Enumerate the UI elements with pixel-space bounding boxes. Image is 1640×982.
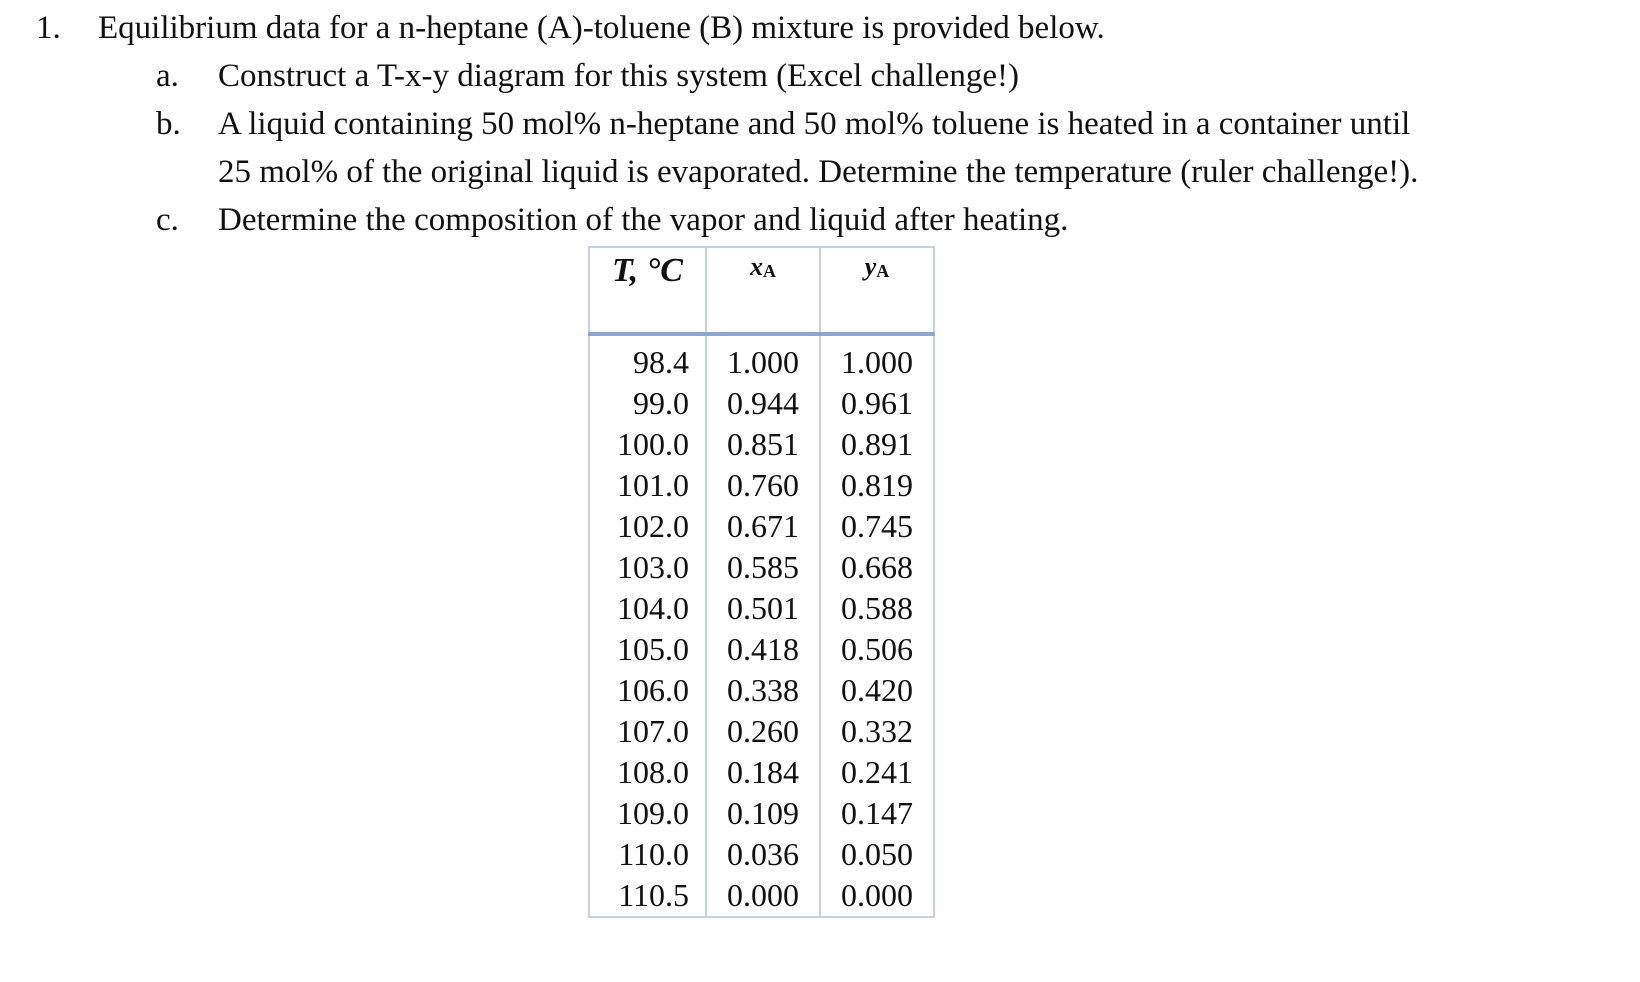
cell-ya: 0.000 [820, 875, 934, 917]
part-b-text-continued: 25 mol% of the original liquid is evaporated. Determine the temperature (ruler challenge!). [218, 154, 1419, 190]
cell-temperature: 99.0 [589, 383, 706, 424]
table-row [589, 506, 934, 547]
cell-xa: 0.338 [706, 670, 820, 711]
cell-temperature: 110.0 [589, 834, 706, 875]
cell-temperature: 98.4 [589, 334, 706, 383]
part-a-text: Construct a T-x-y diagram for this system (Excel challenge!) [218, 58, 1019, 94]
cell-xa: 0.671 [706, 506, 820, 547]
table-row [589, 629, 934, 670]
table-row [589, 334, 934, 383]
cell-ya: 0.819 [820, 465, 934, 506]
cell-temperature: 108.0 [589, 752, 706, 793]
table-row [589, 465, 934, 506]
cell-ya: 0.332 [820, 711, 934, 752]
cell-xa: 0.000 [706, 875, 820, 917]
cell-xa: 0.184 [706, 752, 820, 793]
problem-number: 1. [36, 10, 61, 46]
header-temperature: T, °C [589, 247, 706, 334]
cell-temperature: 109.0 [589, 793, 706, 834]
table-row [589, 875, 934, 917]
table-header-row [589, 247, 934, 334]
cell-xa: 0.585 [706, 547, 820, 588]
cell-xa: 0.851 [706, 424, 820, 465]
cell-xa: 0.036 [706, 834, 820, 875]
cell-xa: 0.501 [706, 588, 820, 629]
cell-temperature: 110.5 [589, 875, 706, 917]
table-row [589, 424, 934, 465]
cell-xa: 0.944 [706, 383, 820, 424]
cell-xa: 1.000 [706, 334, 820, 383]
cell-temperature: 100.0 [589, 424, 706, 465]
problem-intro: Equilibrium data for a n-heptane (A)-toluene (B) mixture is provided below. [98, 10, 1105, 46]
table-row [589, 547, 934, 588]
table-row [589, 588, 934, 629]
cell-temperature: 103.0 [589, 547, 706, 588]
header-vapor-fraction: $y_A$ [820, 247, 934, 334]
table-row [589, 670, 934, 711]
cell-ya: 0.891 [820, 424, 934, 465]
table-row [589, 383, 934, 424]
cell-ya: 0.147 [820, 793, 934, 834]
part-b-text: A liquid containing 50 mol% n-heptane and 50 mol% toluene is heated in a container until [218, 106, 1411, 142]
cell-ya: 1.000 [820, 334, 934, 383]
cell-ya: 0.506 [820, 629, 934, 670]
cell-ya: 0.050 [820, 834, 934, 875]
part-a-label: a. [156, 58, 179, 94]
cell-temperature: 105.0 [589, 629, 706, 670]
cell-temperature: 106.0 [589, 670, 706, 711]
equilibrium-table [588, 246, 935, 918]
cell-temperature: 102.0 [589, 506, 706, 547]
cell-xa: 0.260 [706, 711, 820, 752]
cell-temperature: 107.0 [589, 711, 706, 752]
cell-xa: 0.418 [706, 629, 820, 670]
cell-temperature: 104.0 [589, 588, 706, 629]
table-row [589, 711, 934, 752]
cell-ya: 0.961 [820, 383, 934, 424]
cell-ya: 0.668 [820, 547, 934, 588]
header-liquid-fraction: $x_A$ [706, 247, 820, 334]
cell-ya: 0.420 [820, 670, 934, 711]
cell-xa: 0.109 [706, 793, 820, 834]
part-b-label: b. [156, 106, 181, 142]
cell-temperature: 101.0 [589, 465, 706, 506]
cell-ya: 0.588 [820, 588, 934, 629]
cell-xa: 0.760 [706, 465, 820, 506]
part-c-label: c. [156, 202, 179, 238]
table-row [589, 834, 934, 875]
part-c-text: Determine the composition of the vapor and liquid after heating. [218, 202, 1069, 238]
table-row [589, 752, 934, 793]
table-row [589, 793, 934, 834]
cell-ya: 0.745 [820, 506, 934, 547]
cell-ya: 0.241 [820, 752, 934, 793]
